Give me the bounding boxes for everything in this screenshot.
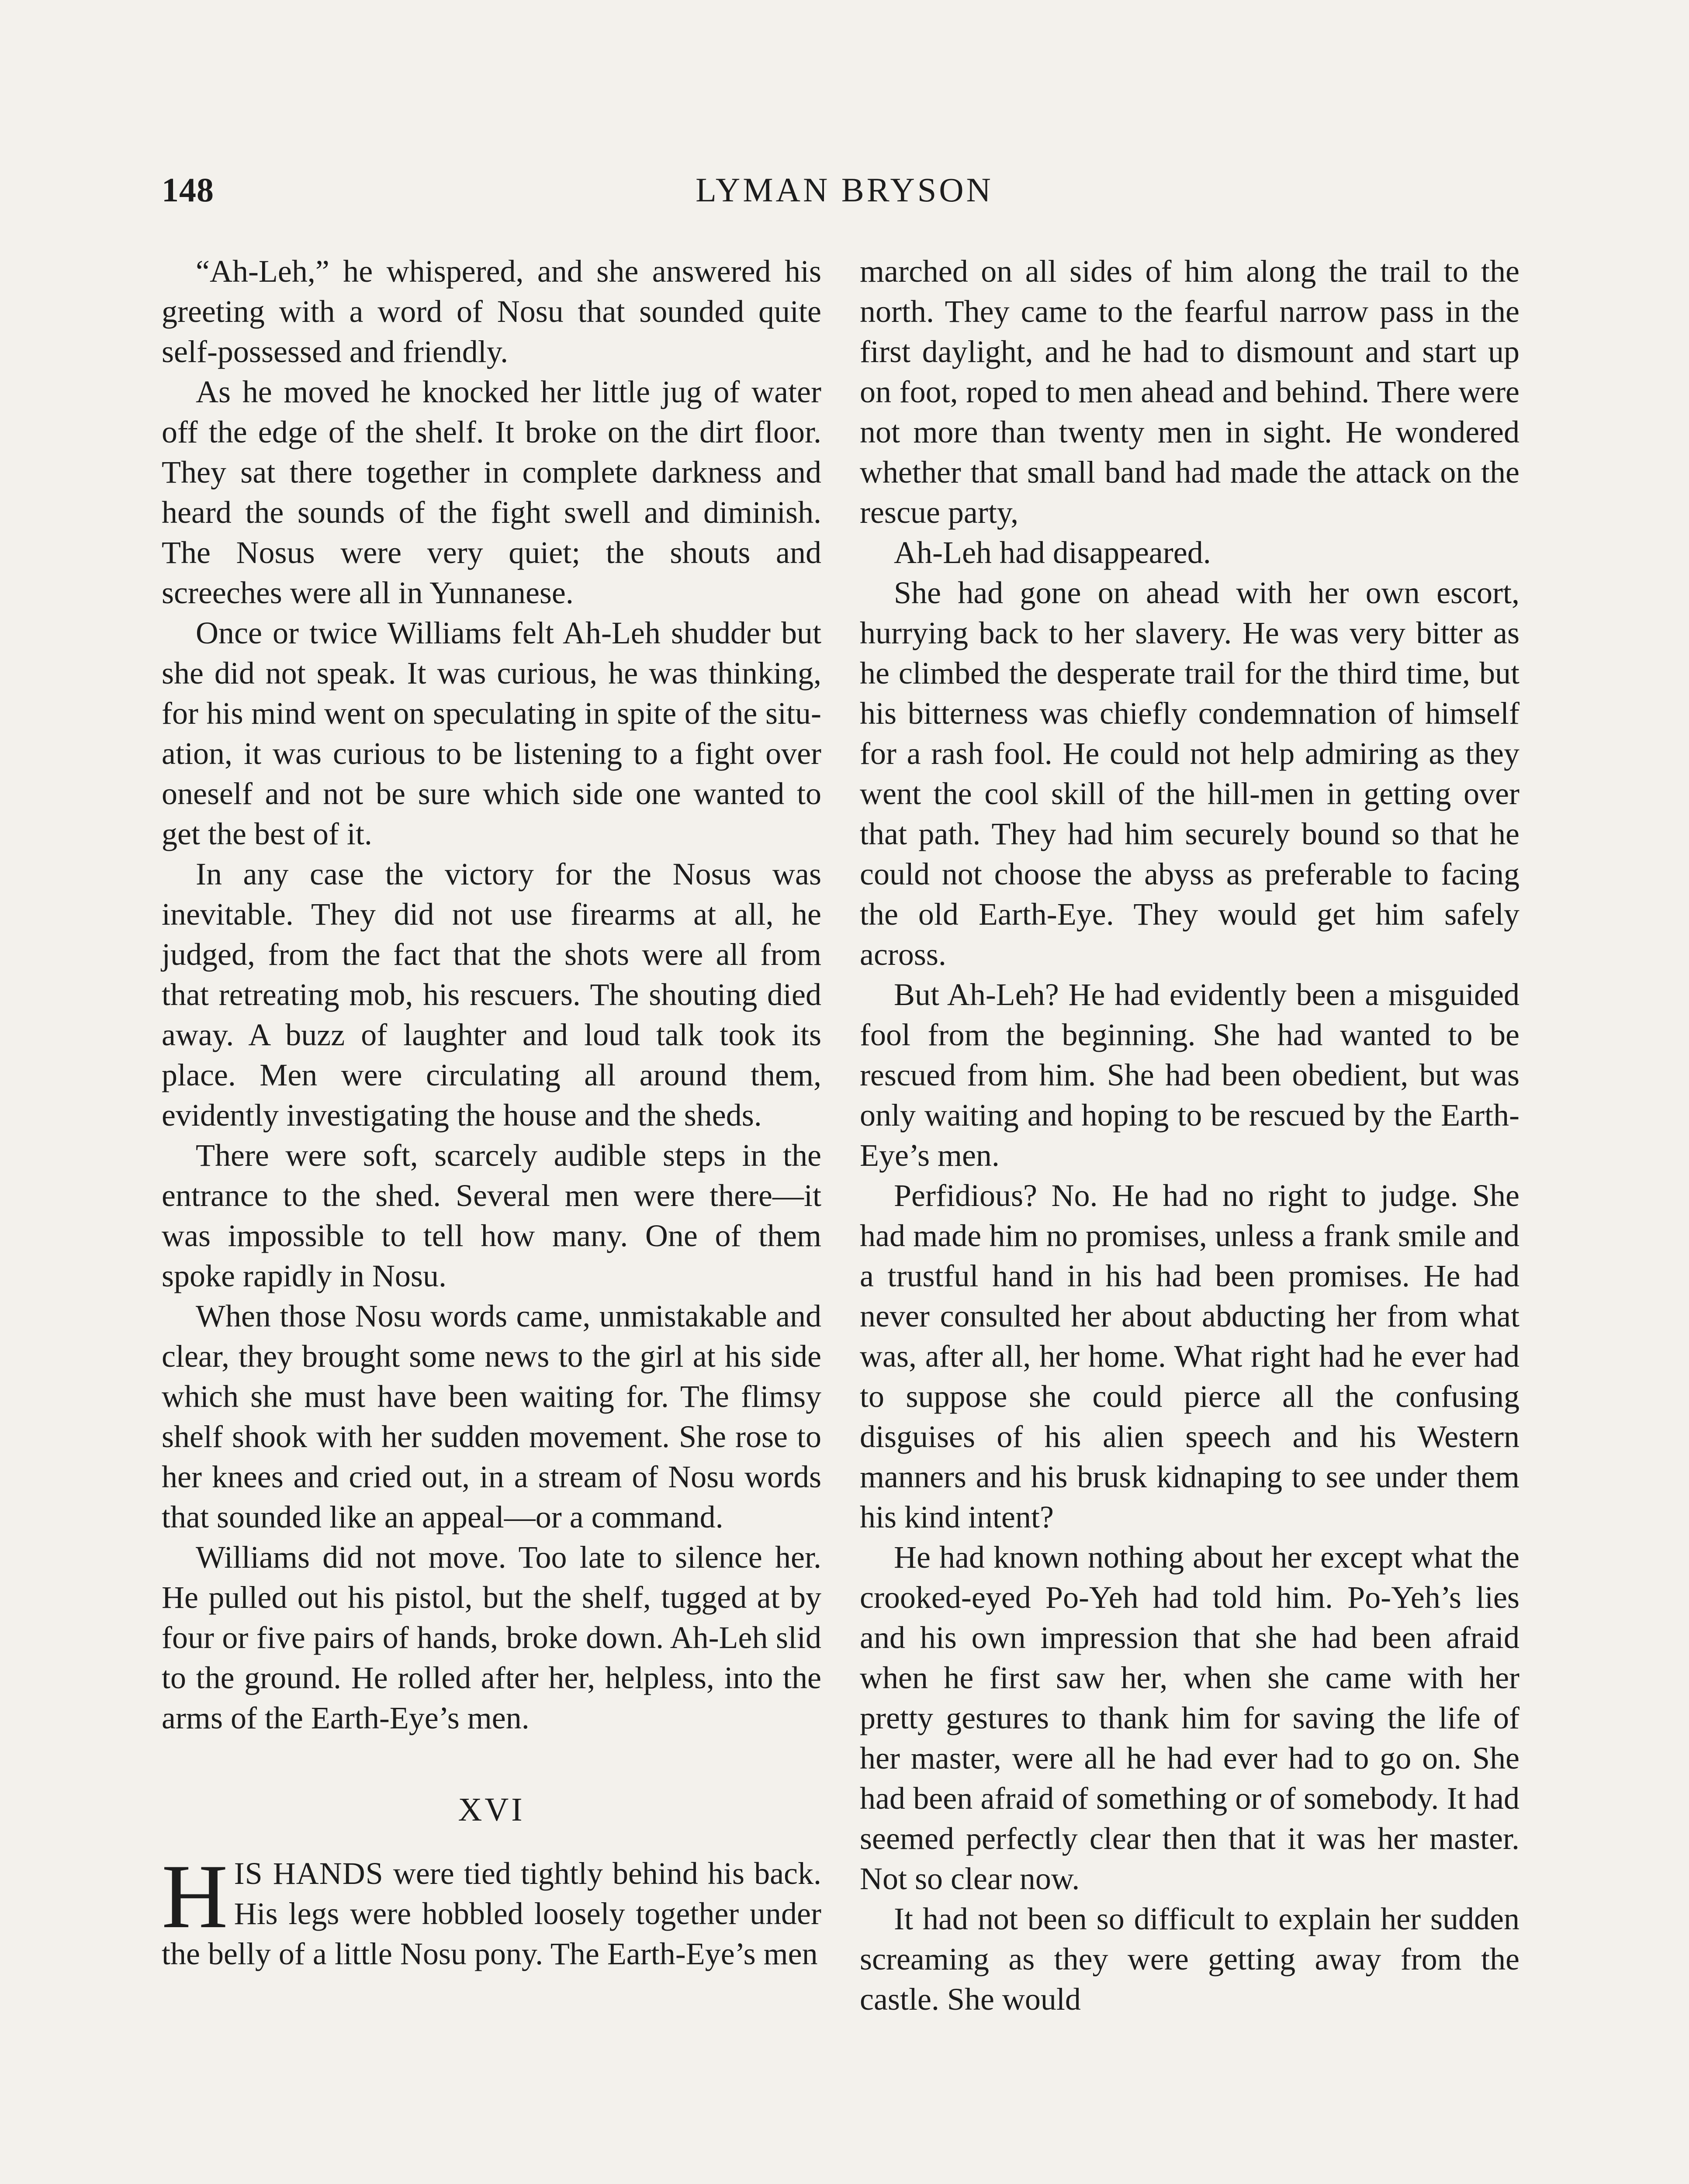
paragraph: In any case the victory for the Nosus was inevitable. They did not use firearms at all, he judged, from the fact that the shots were all from that retreating mob, his rescuers. The shouting died away. A buzz of laughter and loud talk took its place. Men were circulating all around them, evidently investigating the house and the sheds. xyxy=(162,857,821,1133)
paragraph: As he moved he knocked her little jug of water off the edge of the shelf. It broke on the dirt floor. They sat there together in complete darkness and heard the sounds of the fight swell and diminish. The Nosus were very quiet; the shouts and screeches were all in Yunnanese. xyxy=(162,374,821,610)
opening-caps: IS HANDS xyxy=(234,1856,384,1891)
paragraph: It had not been so difficult to explain her sudden screaming as they were getting away from the castle. She would xyxy=(860,1901,1519,2017)
drop-cap: H xyxy=(162,1846,228,1947)
paragraph: Williams did not move. Too late to silence her. He pulled out his pistol, but the shelf, tugged at by four or five pairs of hands, broke down. Ah-Leh slid to the ground. He rolled after her, helpless, into the arms of the Earth-Eye’s men. xyxy=(162,1540,821,1735)
paragraph: He had known nothing about her except what the crooked-eyed Po-Yeh had told him. Po-Yeh’s lies and his own impression that she had been afraid when he first saw her, when she came with her pretty gestures to thank him for saving the life of her master, were all he had ever had to go on. She had been afraid of something or of somebody. It had seemed perfectly clear then that it was her master. Not so clear now. xyxy=(860,1540,1519,1896)
chapter-heading: XVI xyxy=(458,1791,525,1828)
opening-text: were tied tightly behind his back. His legs were hobbled loosely together under the belly of a little Nosu pony. The Earth-Eye’s men xyxy=(162,1856,822,1971)
paragraph-continued: marched on all sides of him along the trail to the north. They came to the fearful narrow pass in the first daylight, and he had to dismount and start up on foot, roped to men ahead and behind. There were not more than twenty men in sight. He wondered whether that small band had made the attack on the rescue party, xyxy=(860,254,1519,530)
page-number: 148 xyxy=(162,171,214,209)
paragraph: Once or twice Williams felt Ah-Leh shudder but she did not speak. It was curious, he was thinking, for his mind went on speculating in spite of the situation, it was curious to be listening to a fight over oneself and not be sure which side one wanted to get the best of it. xyxy=(162,615,821,851)
paragraph: “Ah-Leh,” he whispered, and she answered his greeting with a word of Nosu that sounded quite self-possessed and friendly. xyxy=(162,254,821,369)
left-column xyxy=(162,251,821,1974)
paragraph: Perfidious? No. He had no right to judge. She had made him no promises, unless a frank smile and a trustful hand in his had been promises. He had never consulted her about abducting her from what was, after all, her home. What right had he ever had to suppose she could pierce all the confusing disguises of his alien speech and his Western manners and his brusk kidnaping to see under them his kind intent? xyxy=(860,1178,1519,1534)
right-column xyxy=(860,251,1519,2019)
running-head: LYMAN BRYSON xyxy=(696,171,993,209)
paragraph: Ah-Leh had disappeared. xyxy=(894,535,1211,570)
paragraph: There were soft, scarcely audible steps in the entrance to the shed. Several men were there—it was impossible to tell how many. One of them spoke rapidly in Nosu. xyxy=(162,1138,821,1293)
chapter-opening-paragraph xyxy=(162,1846,822,1974)
paragraph: She had gone on ahead with her own escort, hurrying back to her slavery. He was very bitter as he climbed the desperate trail for the third time, but his bitterness was chiefly condemnation of himself for a rash fool. He could not help admiring as they went the cool skill of the hill-men in getting over that path. They had him securely bound so that he could not choose the abyss as preferable to facing the old Earth-Eye. They would get him safely across. xyxy=(860,575,1519,972)
paragraph: But Ah-Leh? He had evidently been a misguided fool from the beginning. She had wanted to be rescued from him. She had been obedient, but was only waiting and hoping to be rescued by the Earth-Eye’s men. xyxy=(860,977,1519,1173)
paragraph: When those Nosu words came, unmistakable and clear, they brought some news to the girl at his side which she must have been waiting for. The flimsy shelf shook with her sudden movement. She rose to her knees and cried out, in a stream of Nosu words that sounded like an appeal—or a command. xyxy=(162,1299,821,1534)
